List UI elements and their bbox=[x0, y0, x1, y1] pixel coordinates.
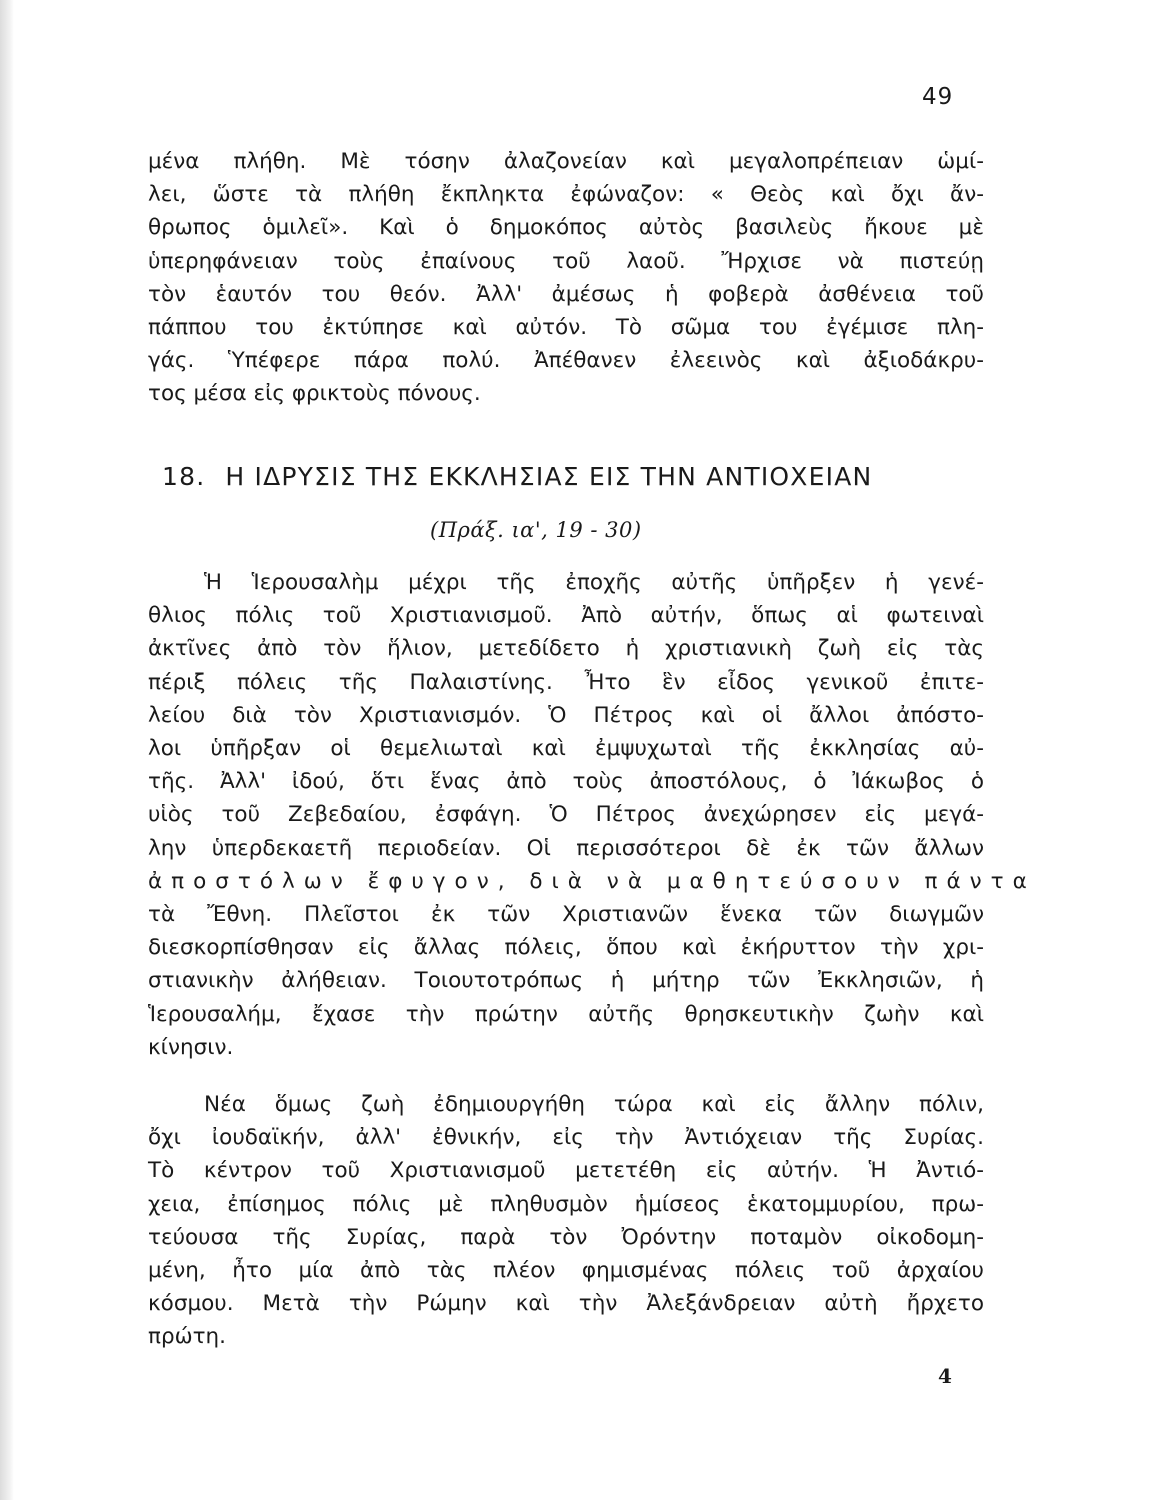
text-line: λει, ὥστε τὰ πλήθη ἔκπληκτα ἐφώναζον: « Θεὸς καὶ ὄχι ἄν- bbox=[148, 182, 984, 208]
text-line: πρώτη. bbox=[148, 1324, 227, 1350]
text-line: λοι ὑπῆρξαν οἱ θεμελιωταὶ καὶ ἐμψυχωταὶ τῆς ἐκκλησίας αὐ- bbox=[148, 736, 984, 762]
text-line: κόσμου. Μετὰ τὴν Ρώμην καὶ τὴν Ἀλεξάνδρειαν αὐτὴ ἤρχετο bbox=[148, 1291, 984, 1317]
text-line: Νέα ὅμως ζωὴ ἐδημιουργήθη τώρα καὶ εἰς ἄλλην πόλιν, bbox=[204, 1092, 984, 1117]
text-line: Ἱερουσαλήμ, ἔχασε τὴν πρώτην αὐτῆς θρησκευτικὴν ζωὴν καὶ bbox=[148, 1001, 984, 1027]
text-line: κίνησιν. bbox=[148, 1034, 234, 1060]
text-line: θλιος πόλις τοῦ Χριστιανισμοῦ. Ἀπὸ αὐτήν, ὅπως αἱ φωτειναὶ bbox=[148, 603, 984, 629]
text-line: στιανικὴν ἀλήθειαν. Τοιουτοτρόπως ἡ μήτηρ τῶν Ἐκκλησιῶν, ἡ bbox=[148, 968, 984, 994]
paragraph-1 bbox=[148, 566, 1036, 1064]
section-heading bbox=[162, 462, 972, 491]
section-number: 18. bbox=[162, 462, 206, 491]
paragraph-top bbox=[148, 145, 984, 411]
text-line: μένη, ἦτο μία ἀπὸ τὰς πλέον φημισμένας πόλεις τοῦ ἀρχαίου bbox=[148, 1258, 984, 1284]
page-number: 49 bbox=[922, 84, 954, 110]
text-line: μένα πλήθη. Μὲ τόσην ἀλαζονείαν καὶ μεγαλοπρέπειαν ὡμί- bbox=[148, 149, 984, 174]
text-line: γάς. Ὑπέφερε πάρα πολύ. Ἀπέθανεν ἐλεεινὸς καὶ ἀξιοδάκρυ- bbox=[148, 348, 984, 374]
text-line: Ἡ Ἱερουσαλὴμ μέχρι τῆς ἐποχῆς αὐτῆς ὑπῆρξεν ἡ γενέ- bbox=[204, 570, 984, 595]
text-line: ἀκτῖνες ἀπὸ τὸν ἥλιον, μετεδίδετο ἡ χριστιανικὴ ζωὴ εἰς τὰς bbox=[148, 636, 984, 662]
text-line: ἀποστόλων ἔφυγον, διὰ νὰ μαθητεύσουν πάντα bbox=[148, 868, 1036, 894]
text-line: χεια, ἐπίσημος πόλις μὲ πληθυσμὸν ἡμίσεος ἑκατομμυρίου, πρω- bbox=[148, 1191, 984, 1217]
text-line: Τὸ κέντρον τοῦ Χριστιανισμοῦ μετετέθη εἰς αὐτήν. Ἡ Ἀντιό- bbox=[148, 1158, 984, 1184]
text-line: ὄχι ἰουδαϊκήν, ἀλλ' ἐθνικήν, εἰς τὴν Ἀντιόχειαν τῆς Συρίας. bbox=[148, 1125, 984, 1151]
scripture-reference: (Πράξ. ια', 19 - 30) bbox=[430, 518, 642, 542]
text-line: διεσκορπίσθησαν εἰς ἄλλας πόλεις, ὅπου καὶ ἐκήρυττον τὴν χρι- bbox=[148, 935, 984, 961]
text-line: πάππου του ἐκτύπησε καὶ αὐτόν. Τὸ σῶμα του ἐγέμισε πλη- bbox=[148, 315, 984, 341]
text-line: πέριξ πόλεις τῆς Παλαιστίνης. Ἦτο ἓν εἶδος γενικοῦ ἐπιτε- bbox=[148, 669, 984, 695]
text-line: ὑπερηφάνειαν τοὺς ἐπαίνους τοῦ λαοῦ. Ἤρχισε νὰ πιστεύῃ bbox=[148, 248, 984, 274]
text-line: τος μέσα εἰς φρικτοὺς πόνους. bbox=[148, 381, 481, 407]
section-title: Η ΙΔΡΥΣΙΣ ΤΗΣ ΕΚΚΛΗΣΙΑΣ ΕΙΣ ΤΗΝ ΑΝΤΙΟΧΕΙΑΝ bbox=[225, 462, 873, 491]
text-line: τεύουσα τῆς Συρίας, παρὰ τὸν Ὀρόντην ποταμὸν οἰκοδομη- bbox=[148, 1224, 984, 1250]
text-line: τῆς. Ἀλλ' ἰδού, ὅτι ἕνας ἀπὸ τοὺς ἀποστόλους, ὁ Ἰάκωβος ὁ bbox=[148, 769, 984, 795]
page-binding-edge bbox=[0, 0, 14, 1500]
text-line: τὰ Ἔθνη. Πλεῖστοι ἐκ τῶν Χριστιανῶν ἕνεκα τῶν διωγμῶν bbox=[148, 902, 984, 928]
signature-mark: 4 bbox=[938, 1364, 952, 1388]
text-line: λην ὑπερδεκαετῆ περιοδείαν. Οἱ περισσότεροι δὲ ἐκ τῶν ἄλλων bbox=[148, 835, 984, 861]
text-line: τὸν ἑαυτόν του θεόν. Ἀλλ' ἀμέσως ἡ φοβερὰ ἀσθένεια τοῦ bbox=[148, 281, 984, 307]
paragraph-2 bbox=[148, 1088, 984, 1354]
text-line: θρωπος ὁμιλεῖ». Καὶ ὁ δημοκόπος αὐτὸς βασιλεὺς ἤκουε μὲ bbox=[148, 215, 984, 241]
text-line: υἱὸς τοῦ Ζεβεδαίου, ἐσφάγη. Ὁ Πέτρος ἀνεχώρησεν εἰς μεγά- bbox=[148, 802, 984, 828]
text-line: λείου διὰ τὸν Χριστιανισμόν. Ὁ Πέτρος καὶ οἱ ἄλλοι ἀπόστο- bbox=[148, 702, 984, 728]
